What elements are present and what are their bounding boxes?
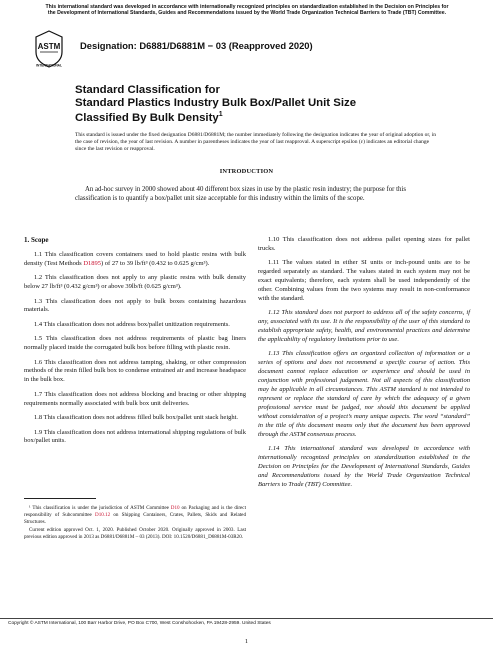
para-1-11: 1.11 The values stated in either SI units or inch-pound units are to be regarded separately as standard. The values stated in each system may not be exact equivalents; therefore, each system shall be used independently of the other. Combining values from the two systems may result in non-conformance with the standard. bbox=[258, 259, 470, 302]
para-1-7: 1.7 This classification does not address blocking and bracing or other shipping requirements normally associated with bulk box unit deliveries. bbox=[24, 390, 246, 407]
para-1-1: 1.1 This classification covers containers used to hold plastic resins with bulk density (Test Methods D1895) of 27 to 39 lb/ft³ (0.432 to 0.625 g/cm³). bbox=[24, 250, 246, 267]
tbt-banner: This international standard was developed in accordance with internationally recognized principles on standardization established in the Decision on Principles for the Development of International Standards, Guides and Recommendations issued by the World Trade Organization Technical Barriers to Trade (TBT) Committee. bbox=[45, 4, 449, 17]
introduction-text: An ad-hoc survey in 2000 showed about 40 different box sizes in use by the plastic resin industry; the purpose for this classification is to quantify a box/pallet unit size acceptable for this industry within the limits of the scope. bbox=[75, 186, 406, 203]
para-1-5: 1.5 This classification does not address requirements of plastic bag liners normally placed inside the corrugated bulk box before filling with plastic resin. bbox=[24, 335, 246, 352]
footer-rule bbox=[0, 618, 493, 619]
para-1-3: 1.3 This classification does not apply to bulk boxes containing hazardous materials. bbox=[24, 297, 246, 314]
astm-logo-icon bbox=[34, 30, 64, 68]
logo-label: INTERNATIONAL bbox=[36, 63, 62, 68]
introduction-heading: INTRODUCTION bbox=[219, 168, 274, 175]
para-1-13: 1.13 This classification offers an organized collection of information or a series of options and does not recommend a specific course of action. This document cannot replace education or experience and should be used in conjunction with professional judgement. Not all aspects of this classification may be applicable in all circumstances. This ASTM standard is not intended to represent or replace the standard of care by which the adequacy of a given professional service must be judged, nor should this document be applied without consideration of a project’s many unique aspects. The word “standard” in the title of this document means only that the document has been approved through the ASTM consensus process. bbox=[258, 350, 470, 438]
title-line-1: Standard Classification for bbox=[75, 84, 220, 96]
svg-text:ASTM: ASTM bbox=[37, 42, 61, 51]
left-column bbox=[24, 236, 246, 452]
scope-heading: 1. Scope bbox=[24, 236, 49, 244]
designation: Designation: D6881/D6881M − 03 (Reapproved 2020) bbox=[80, 40, 313, 51]
para-1-4: 1.4 This classification does not address box/pallet unitization requirements. bbox=[34, 320, 230, 328]
para-1-14: 1.14 This international standard was developed in accordance with internationally recognized principles on standardization established in the Decision on Principles for the Development of International Standards, Guides and Recommendations issued by the World Trade Organization Technical Barriers to Trade (TBT) Committee. bbox=[258, 445, 470, 488]
title-line-3: Classified By Bulk Density bbox=[75, 111, 219, 124]
para-1-10: 1.10 This classification does not address pallet opening sizes for pallet trucks. bbox=[258, 236, 470, 252]
d10-link[interactable]: D10 bbox=[170, 505, 180, 511]
footnote-edition: Current edition approved Oct. 1, 2020. Published October 2020. Originally approved in 2003. Last previous edition approved in 2013 as D6881/D6881M – 03 (2013). DOI: 10.1520/D6881_D6881M-03R20. bbox=[24, 526, 246, 540]
footnote-rule bbox=[24, 498, 96, 499]
document-title bbox=[75, 84, 405, 125]
para-1-9: 1.9 This classification does not address international shipping regulations of bulk box/pallet units. bbox=[24, 428, 246, 445]
page-number: 1 bbox=[244, 638, 249, 645]
title-footnote-mark: 1 bbox=[218, 111, 223, 119]
footnote-1: ¹ This classification is under the jurisdiction of ASTM Committee D10 on Packaging and is the direct responsibility of Subcommittee D10.12 on Shipping Containers, Crates, Pallets, Skids and Related Structures. bbox=[24, 505, 246, 525]
para-1-8: 1.8 This classification does not address filled bulk box/pallet unit stack height. bbox=[34, 414, 239, 422]
right-column bbox=[258, 236, 470, 495]
d10-12-link[interactable]: D10.12 bbox=[95, 511, 111, 518]
para-1-12: 1.12 This standard does not purport to address all of the safety concerns, if any, associated with its use. It is the responsibility of the user of this standard to establish appropriate safety, health, and environmental practices and determine the applicability of regulatory limitations prior to use. bbox=[258, 309, 470, 344]
issued-note: This standard is issued under the fixed designation D6881/D6881M; the number immediately following the designation indicates the year of original adoption or, in the case of revision, the year of last revision. A number in parentheses indicates the year of last reapproval. A superscript epsilon (ε) indicates an editorial change since the last revision or reapproval. bbox=[75, 132, 437, 153]
title-line-2: Standard Plastics Industry Bulk Box/Pallet Unit Size bbox=[75, 96, 357, 109]
footnotes bbox=[24, 505, 246, 542]
d1895-link[interactable]: D1895 bbox=[83, 259, 102, 267]
copyright-line: Copyright © ASTM International, 100 Barr Harbor Drive, PO Box C700, West Conshohocken, PA 19428-2959. United States bbox=[8, 621, 271, 626]
para-1-2: 1.2 This classification does not apply to any plastic resins with bulk density below 27 lb/ft³ (0.432 g/cm³) or above 39lb/ft (0.625 g/cm³). bbox=[24, 274, 246, 291]
para-1-6: 1.6 This classification does not address tamping, shaking, or other compression methods of the resin filled bulk box to condense entrained air and increase headspace in the bulk box. bbox=[24, 358, 246, 384]
